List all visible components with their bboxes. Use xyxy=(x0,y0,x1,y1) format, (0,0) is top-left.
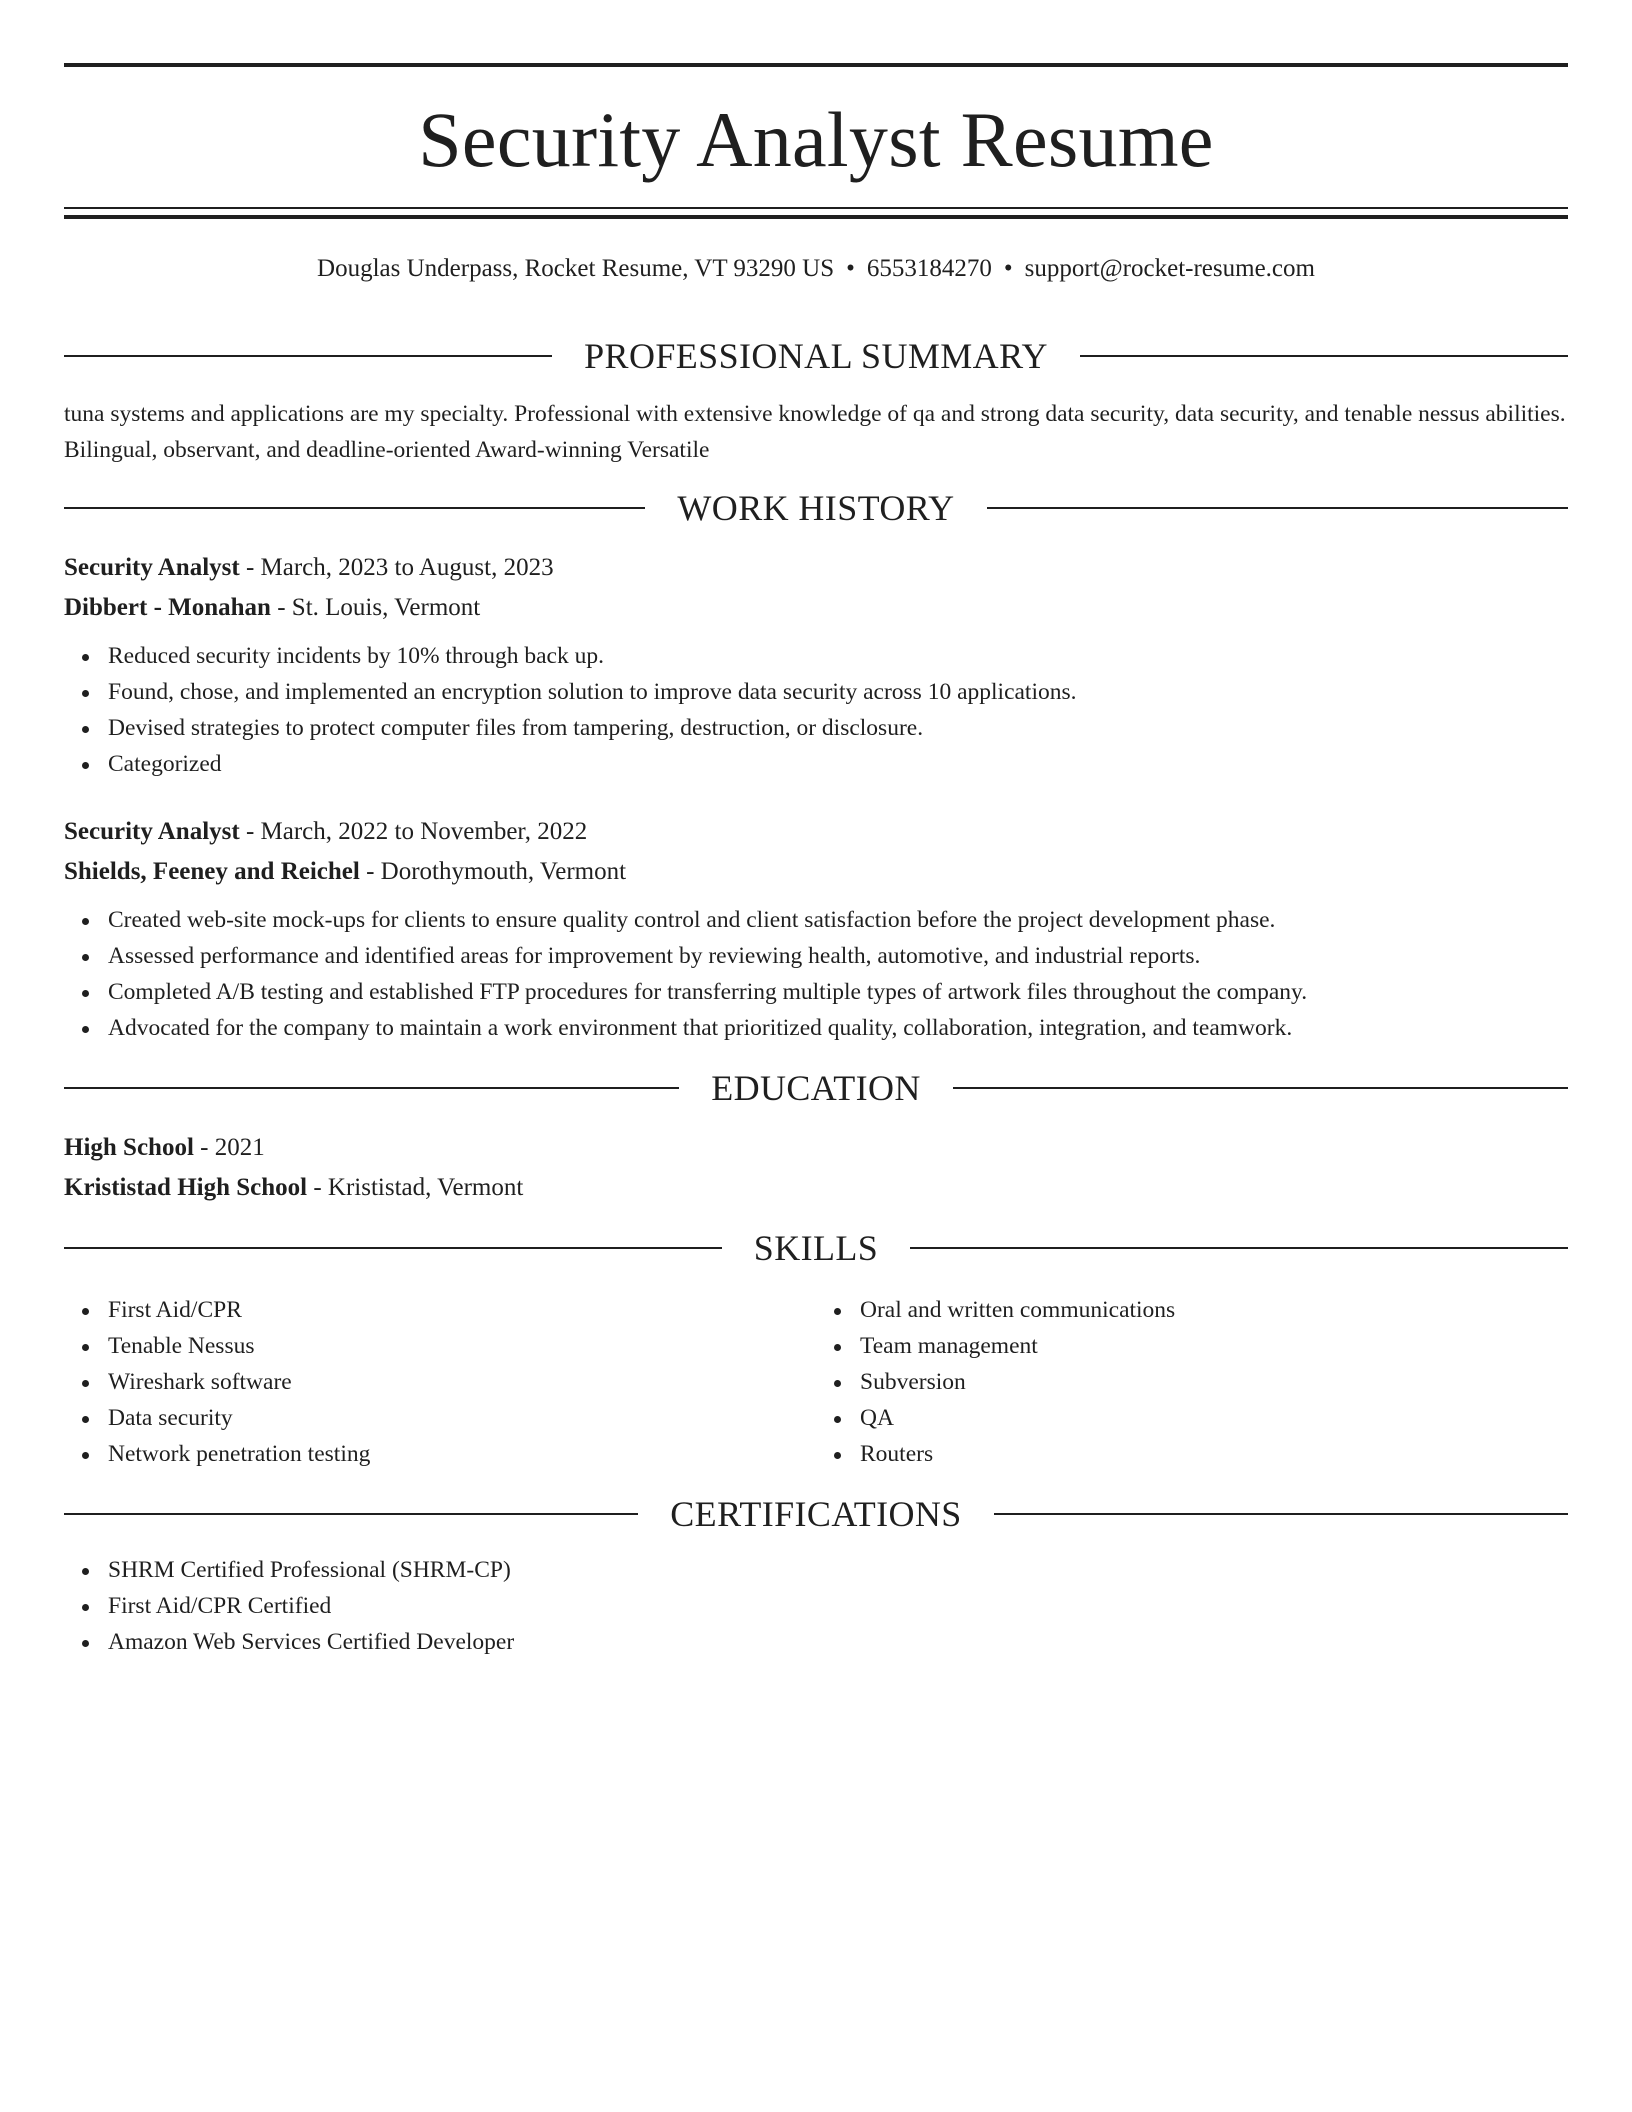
section-title: WORK HISTORY xyxy=(677,488,955,528)
title-rule-thin xyxy=(64,207,1568,209)
certifications-block xyxy=(64,1552,1568,1660)
section-heading-certifications xyxy=(64,1486,1568,1542)
job-bullet: Created web-site mock-ups for clients to ensure quality control and client satisfaction before the project development phase. xyxy=(108,902,1568,938)
contact-separator: • xyxy=(1003,255,1013,282)
section-heading-work-history xyxy=(64,480,1568,536)
top-rule xyxy=(64,63,1568,67)
section-title: CERTIFICATIONS xyxy=(670,1494,962,1534)
job-bullets xyxy=(64,902,1568,1046)
job-location: - St. Louis, Vermont xyxy=(270,594,481,621)
skills-list-right xyxy=(816,1292,1568,1472)
job-bullet: Advocated for the company to maintain a work environment that prioritized quality, collaboration, integration, and teamwork. xyxy=(108,1010,1568,1046)
job-title-line xyxy=(64,812,1568,852)
heading-rule xyxy=(64,1247,722,1249)
summary-text: tuna systems and applications are my specialty. Professional with extensive knowledge of qa and strong data security, data security, and tenable nessus abilities. Bilingual, observant, and deadline-oriented Award-winning Versatile xyxy=(64,401,1566,463)
heading-rule xyxy=(64,1513,638,1515)
contact-line xyxy=(64,252,1568,286)
job-bullets xyxy=(64,638,1568,782)
skill-item: First Aid/CPR xyxy=(108,1292,816,1328)
section-title: PROFESSIONAL SUMMARY xyxy=(584,336,1048,376)
heading-rule xyxy=(953,1087,1568,1089)
skill-item: Oral and written communications xyxy=(860,1292,1568,1328)
heading-rule xyxy=(64,1087,679,1089)
heading-rule xyxy=(910,1247,1568,1249)
section-title: SKILLS xyxy=(753,1228,879,1268)
job-bullet: Found, chose, and implemented an encryption solution to improve data security across 10 applications. xyxy=(108,674,1568,710)
education-degree: High School xyxy=(64,1134,194,1161)
section-title: EDUCATION xyxy=(711,1068,921,1108)
education-year: - 2021 xyxy=(193,1134,265,1161)
heading-rule xyxy=(64,507,645,509)
skill-item: Routers xyxy=(860,1436,1568,1472)
heading-rule xyxy=(64,355,552,357)
job-bullet: Completed A/B testing and established FTP procedures for transferring multiple types of artwork files throughout the company. xyxy=(108,974,1568,1010)
job-company: Dibbert - Monahan xyxy=(64,594,271,621)
heading-rule xyxy=(987,507,1568,509)
skill-item: QA xyxy=(860,1400,1568,1436)
job-bullet: Reduced security incidents by 10% through back up. xyxy=(108,638,1568,674)
title-rule-thick xyxy=(64,215,1568,219)
skill-item: Network penetration testing xyxy=(108,1436,816,1472)
education-location: - Krististad, Vermont xyxy=(307,1174,524,1201)
skills-list-left xyxy=(64,1292,816,1472)
education-degree-line xyxy=(64,1128,1568,1168)
section-heading-education xyxy=(64,1060,1568,1116)
heading-rule xyxy=(1080,355,1568,357)
job-company-line xyxy=(64,852,1568,892)
job-entry xyxy=(64,548,1568,782)
certifications-list xyxy=(64,1552,1568,1660)
skill-item: Tenable Nessus xyxy=(108,1328,816,1364)
certification-item: Amazon Web Services Certified Developer xyxy=(108,1624,1568,1660)
job-dates: - March, 2023 to August, 2023 xyxy=(239,554,554,581)
job-title: Security Analyst xyxy=(64,818,240,845)
skill-item: Team management xyxy=(860,1328,1568,1364)
job-dates: - March, 2022 to November, 2022 xyxy=(239,818,588,845)
certification-item: SHRM Certified Professional (SHRM-CP) xyxy=(108,1552,1568,1588)
skill-item: Wireshark software xyxy=(108,1364,816,1400)
page-title: Security Analyst Resume xyxy=(418,96,1214,183)
job-title-line xyxy=(64,548,1568,588)
education-school-line xyxy=(64,1168,1568,1208)
resume-body xyxy=(64,328,1568,1660)
job-company-line xyxy=(64,588,1568,628)
job-title: Security Analyst xyxy=(64,554,240,581)
contact-separator: • xyxy=(846,255,855,282)
job-company: Shields, Feeney and Reichel xyxy=(64,858,360,885)
heading-rule xyxy=(994,1513,1568,1515)
job-entry xyxy=(64,812,1568,1046)
skill-item: Subversion xyxy=(860,1364,1568,1400)
certification-item: First Aid/CPR Certified xyxy=(108,1588,1568,1624)
section-heading-skills xyxy=(64,1220,1568,1276)
contact-phone: 6553184270 xyxy=(866,255,992,282)
section-heading-summary xyxy=(64,328,1568,384)
contact-email: support@rocket-resume.com xyxy=(1024,255,1315,282)
job-bullet: Assessed performance and identified areas for improvement by reviewing health, automotive, and industrial reports. xyxy=(108,938,1568,974)
skills-columns xyxy=(64,1282,1568,1472)
education-school: Krististad High School xyxy=(64,1174,308,1201)
job-location: - Dorothymouth, Vermont xyxy=(359,858,627,885)
contact-address: Douglas Underpass, Rocket Resume, VT 93290 US xyxy=(317,255,835,282)
skill-item: Data security xyxy=(108,1400,816,1436)
education-entry xyxy=(64,1128,1568,1208)
job-bullet: Categorized xyxy=(108,746,1568,782)
job-bullet: Devised strategies to protect computer files from tampering, destruction, or disclosure. xyxy=(108,710,1568,746)
